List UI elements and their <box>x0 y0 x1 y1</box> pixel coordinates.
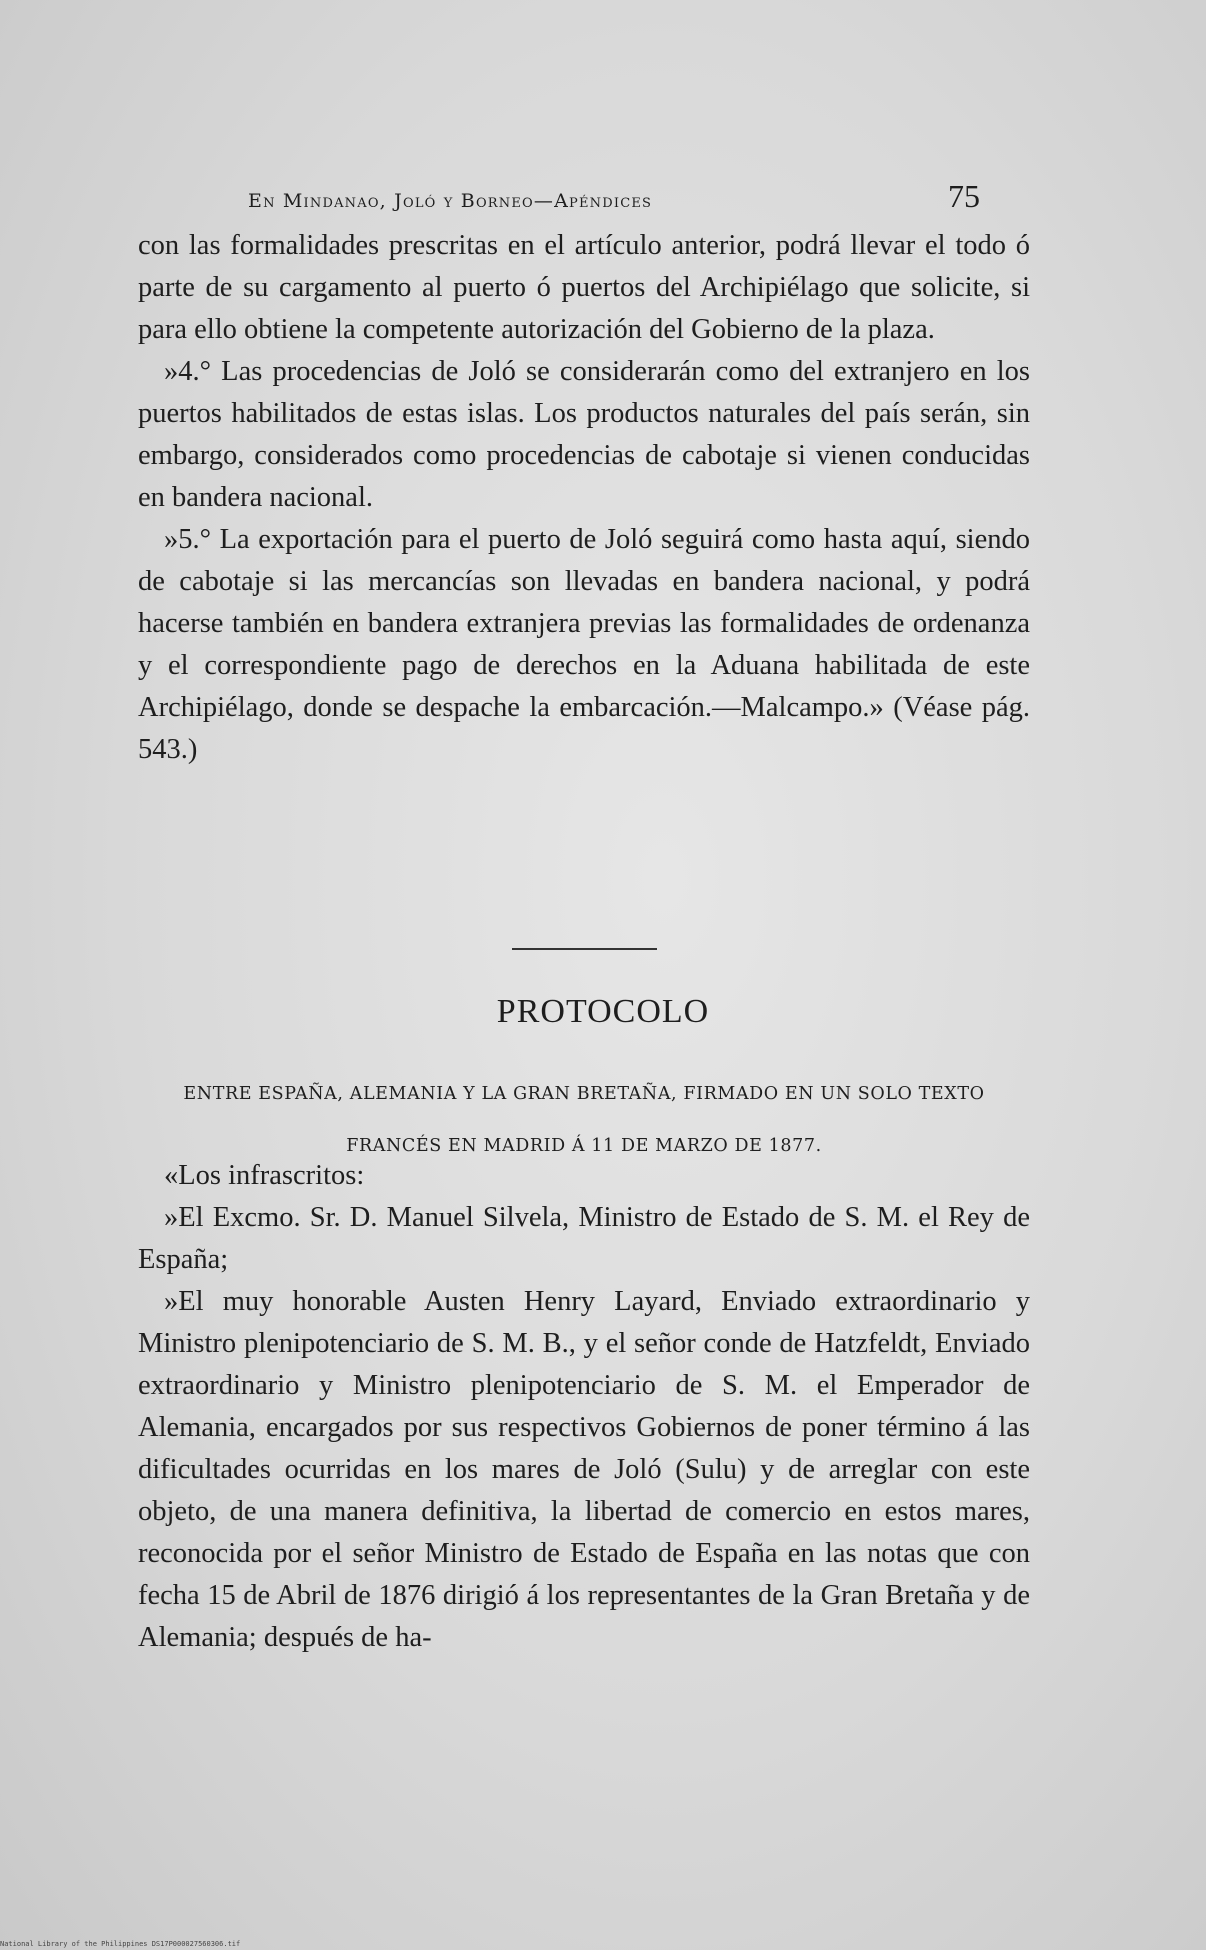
protocol-text <box>138 1155 1030 1659</box>
paragraph: »4.° Las procedencias de Joló se considerarán como del extranjero en los puertos habilitados de estas islas. Los productos naturales del país serán, sin embargo, considerados como procedencias de cabotaje si vienen conducidas en bandera nacional. <box>138 356 1030 513</box>
paragraph: »5.° La exportación para el puerto de Joló seguirá como hasta aquí, siendo de cabotaje si las mercancías son llevadas en bandera nacional, y podrá hacerse también en bandera extranjera previas las formalidades de ordenanza y el correspondiente pago de derechos en la Aduana habilitada de este Archipiélago, donde se despache la embarcación.—Malcampo.» (Véase pág. 543.) <box>138 524 1030 765</box>
main-text <box>138 225 1030 771</box>
running-head <box>160 178 990 215</box>
scan-footer: National Library of the Philippines DS17P000027560306.tif <box>0 1940 241 1948</box>
page-number: 75 <box>948 178 980 214</box>
section-divider <box>512 948 657 950</box>
paragraph: »El muy honorable Austen Henry Layard, Enviado extraordinario y Ministro plenipotenciario de S. M. B., y el señor conde de Hatzfeldt, Enviado extraordinario y Ministro plenipotenciario de S. M. el Emperador de Alemania, encargados por sus respectivos Gobiernos de poner término á las dificultades ocurridas en los mares de Joló (Sulu) y de arreglar con este objeto, de una manera definitiva, la libertad de comercio en estos mares, reconocida por el señor Ministro de Estado de España en las notas que con fecha 15 de Abril de 1876 dirigió á los representantes de la Gran Bretaña y de Alemania; después de ha- <box>138 1286 1030 1653</box>
paragraph: «Los infrascritos: <box>164 1160 365 1191</box>
paragraph: »El Excmo. Sr. D. Manuel Silvela, Ministro de Estado de S. M. el Rey de España; <box>138 1202 1030 1275</box>
section-subtitle: ENTRE ESPAÑA, ALEMANIA Y LA GRAN BRETAÑA, FIRMADO EN UN SOLO TEXTO FRANCÉS EN MADRID Á 11 DE MARZO DE 1877. <box>183 1084 985 1156</box>
paragraph: con las formalidades prescritas en el artículo anterior, podrá llevar el todo ó parte de su cargamento al puerto ó puertos del Archipiélago que solicite, si para ello obtiene la competente autorización del Gobierno de la plaza. <box>138 230 1030 345</box>
running-title: En Mindanao, Joló y Borneo—Apéndices <box>248 190 653 212</box>
section-title: PROTOCOLO <box>496 993 710 1030</box>
